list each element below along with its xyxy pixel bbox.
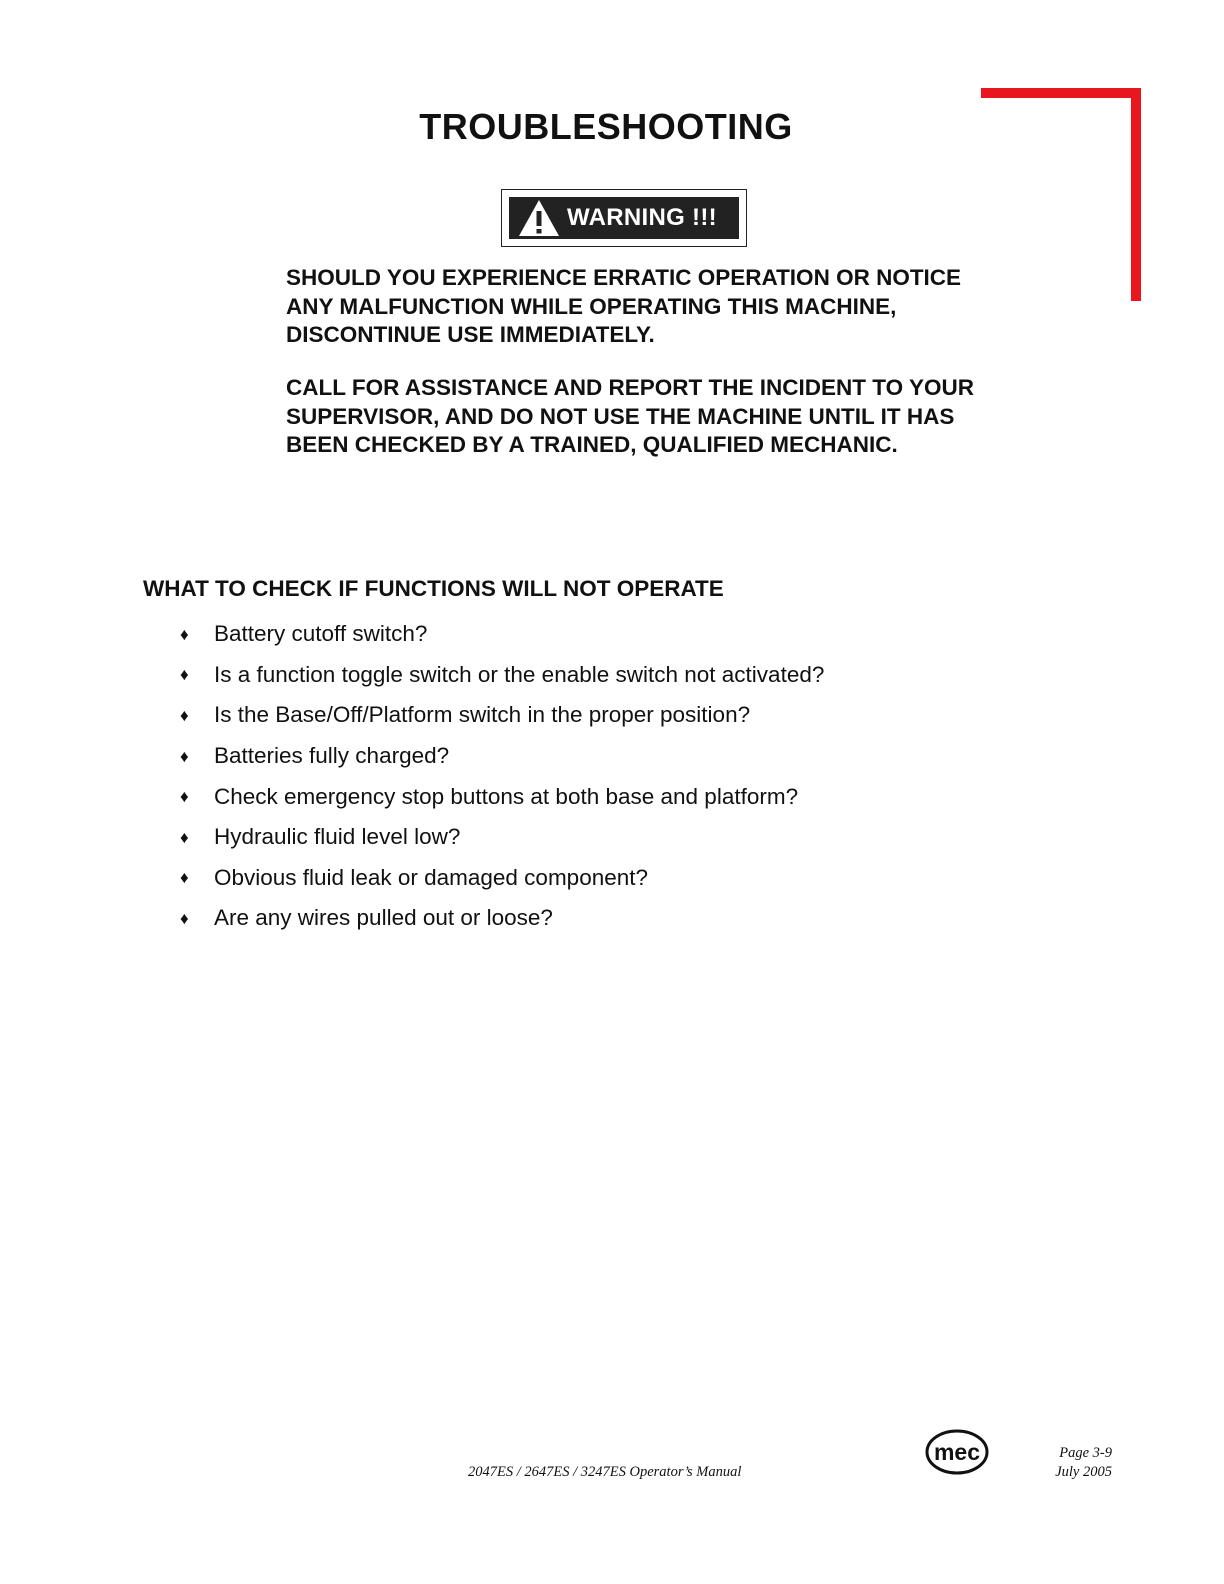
mec-logo [925, 1428, 989, 1476]
warning-banner-inner [509, 197, 739, 239]
list-item [180, 817, 824, 858]
diamond-bullet-icon: ♦ [180, 746, 189, 766]
list-item [180, 614, 824, 655]
list-item-text: Is a function toggle switch or the enable switch not activated? [214, 661, 825, 687]
list-item-text: Are any wires pulled out or loose? [214, 905, 553, 931]
page-title: TROUBLESHOOTING [419, 106, 793, 147]
diamond-bullet-icon: ♦ [180, 665, 189, 685]
diamond-bullet-icon: ♦ [180, 908, 189, 928]
page-date: July 2005 [1055, 1464, 1112, 1480]
warning-label: WARNING !!! [567, 204, 717, 231]
warning-triangle-icon [517, 198, 561, 238]
warning-paragraph-2: CALL FOR ASSISTANCE AND REPORT THE INCIDENT TO YOUR SUPERVISOR, AND DO NOT USE THE MACHINE UNTIL IT HAS BEEN CHECKED BY A TRAINED, QUALIFIED MECHANIC. [286, 375, 974, 457]
list-item-text: Hydraulic fluid level low? [214, 824, 461, 850]
checklist [180, 614, 824, 939]
list-item-text: Is the Base/Off/Platform switch in the proper position? [214, 702, 751, 728]
list-item [180, 736, 824, 777]
diamond-bullet-icon: ♦ [180, 827, 189, 847]
list-item [180, 695, 824, 736]
logo-text: mec [933, 1439, 981, 1465]
checklist-heading: WHAT TO CHECK IF FUNCTIONS WILL NOT OPERATE [143, 576, 724, 601]
bracket-top-bar [981, 88, 1141, 98]
diamond-bullet-icon: ♦ [180, 787, 189, 807]
list-item [180, 898, 824, 939]
warning-paragraph-1: SHOULD YOU EXPERIENCE ERRATIC OPERATION OR NOTICE ANY MALFUNCTION WHILE OPERATING THIS MACHINE, DISCONTINUE USE IMMEDIATELY. [286, 265, 962, 347]
footer-manual-title: 2047ES / 2647ES / 3247ES Operator’s Manual [468, 1464, 742, 1480]
footer-page-info [1020, 1444, 1112, 1482]
diamond-bullet-icon: ♦ [180, 705, 189, 725]
list-item [180, 858, 824, 899]
page-number: Page 3-9 [1059, 1445, 1112, 1461]
diamond-bullet-icon: ♦ [180, 624, 189, 644]
list-item-text: Batteries fully charged? [214, 743, 450, 769]
list-item-text: Battery cutoff switch? [214, 621, 428, 647]
list-item [180, 776, 824, 817]
list-item-text: Check emergency stop buttons at both base and platform? [214, 783, 799, 809]
list-item [180, 655, 824, 696]
warning-banner [501, 189, 747, 247]
diamond-bullet-icon: ♦ [180, 868, 189, 888]
list-item-text: Obvious fluid leak or damaged component? [214, 864, 649, 890]
